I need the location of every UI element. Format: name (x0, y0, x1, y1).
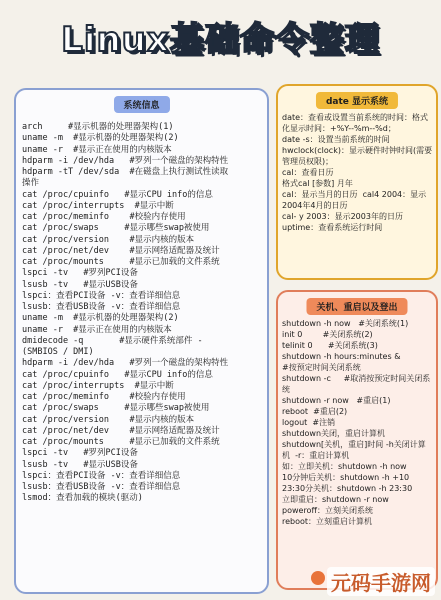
system-info-line: cat /proc/meminfo #校验内存使用 (22, 392, 186, 402)
system-info-line: hdparm -tT /dev/sda #在磁盘上执行测试性读取 (22, 167, 229, 177)
shutdown-info-line: shutdown关闭，重启计算机 (282, 429, 386, 438)
system-info-line: cat /proc/net/dev #显示网络适配器及统计 (22, 425, 220, 436)
system-info-line: cat /proc/mounts #显示已加载的文件系统 (22, 437, 220, 447)
date-info-line: hwclock(clock)：显示硬件时钟时间(需要管理员权限)； (282, 146, 433, 166)
shutdown-info-lines (282, 318, 433, 527)
shutdown-info-line: telinit 0 #关闭系统(3) (282, 341, 378, 350)
shutdown-info-line: shutdown -r now #重启(1) (282, 396, 391, 405)
page-title: Linux基础命令整理 (61, 20, 380, 60)
system-info-line: lsusb：查看USB设备 -v：查看详细信息 (22, 302, 181, 312)
system-info-line: lspci -tv #罗列PCI设备 (22, 268, 138, 279)
date-info-line: 格式cal [参数] 月年 (282, 179, 353, 188)
watermark-logo-icon (311, 571, 325, 585)
date-info-line: cal- y 2003：显示2003年的日历 (282, 212, 403, 221)
shutdown-info-line: 23:30分关机：shutdown -h 23:30 (282, 484, 413, 493)
system-info-line: lspci：查看PCI设备 -v：查看详细信息 (22, 290, 181, 301)
system-info-line: uname -m #显示机器的处理器架构(2) (22, 133, 179, 144)
system-info-line: cat /proc/meminfo #校验内存使用 (22, 212, 186, 222)
shutdown-info-line: reboot #重启(2) (282, 407, 348, 416)
system-info-line: hdparm -i /dev/hda #罗列一个磁盘的架构特性 (22, 155, 229, 166)
date-info-lines (282, 112, 433, 233)
date-info-panel (276, 84, 438, 280)
shutdown-info-line: logout #注销 (282, 418, 336, 427)
system-info-line: lspci -tv #罗列PCI设备 (22, 448, 138, 459)
system-info-line: hdparm -i /dev/hda #罗列一个磁盘的架构特性 (22, 358, 229, 369)
system-info-line: (SMBIOS / DMI) (22, 347, 94, 357)
system-info-line: cat /proc/swaps #显示哪些swap被使用 (22, 223, 210, 234)
system-info-line: lspci：查看PCI设备 -v：查看详细信息 (22, 470, 181, 481)
shutdown-info-line: shutdown -h now #关闭系统(1) (282, 319, 409, 328)
shutdown-info-line: init 0 #关闭系统(2) (282, 330, 373, 339)
system-info-line: cat /proc/interrupts #显示中断 (22, 200, 174, 211)
date-info-line: uptime：查看系统运行时间 (282, 223, 383, 232)
system-info-line: cat /proc/mounts #显示已加载的文件系统 (22, 257, 220, 267)
system-info-panel (14, 88, 269, 594)
shutdown-info-line: poweroff：立刻关闭系统 (282, 506, 373, 515)
shutdown-info-line: 立即重启：shutdown -r now (282, 495, 389, 504)
system-info-line: cat /proc/net/dev #显示网络适配器及统计 (22, 245, 220, 256)
system-info-line: uname -r #显示正在使用的内核版本 (22, 324, 172, 335)
shutdown-info-line: shutdown -c #取消按预定时间关闭系统 (282, 374, 431, 394)
shutdown-info-line: 如：立即关机：shutdown -h now (282, 462, 407, 471)
shutdown-info-line: #按预定时间关闭系统 (282, 363, 361, 372)
system-info-lines (22, 122, 263, 505)
system-info-line: 操作 (22, 178, 40, 189)
shutdown-info-line: reboot：立刻重启计算机 (282, 517, 373, 526)
watermark (327, 567, 435, 596)
shutdown-info-line: shutdown[关机，重启]时间 -h关闭计算机 -r：重启计算机 (282, 440, 426, 460)
system-info-line: dmidecode -q #显示硬件系统部件 - (22, 335, 203, 346)
date-info-line: date：查看或设置当前系统的时间：格式化显示时间：+%Y--%m--%d； (282, 113, 429, 133)
shutdown-info-header: 关机、重启以及登出 (306, 298, 407, 315)
system-info-line: cat /proc/version #显示内核的版本 (22, 414, 195, 425)
system-info-header: 系统信息 (113, 96, 169, 113)
system-info-line: cat /proc/interrupts #显示中断 (22, 380, 174, 391)
date-info-line: cal：显示当月的日历 cal4 2004：显示2004年4月的日历 (282, 190, 427, 210)
shutdown-info-panel (276, 290, 438, 590)
watermark-text: 元码手游网 (331, 571, 431, 595)
system-info-line: lsmod：查看加载的模块(驱动) (22, 493, 143, 504)
date-info-header: date 显示系统 (316, 92, 398, 109)
system-info-line: lsusb -tv #显示USB设备 (22, 279, 138, 290)
date-info-line: cal：查看日历 (282, 168, 334, 177)
system-info-line: uname -m #显示机器的处理器架构(2) (22, 313, 179, 324)
system-info-line: cat /proc/version #显示内核的版本 (22, 234, 195, 245)
system-info-line: arch #显示机器的处理器架构(1) (22, 122, 174, 132)
system-info-line: uname -r #显示正在使用的内核版本 (22, 144, 172, 155)
shutdown-info-line: 10分钟后关机：shutdown -h +10 (282, 473, 410, 482)
system-info-line: lsusb：查看USB设备 -v：查看详细信息 (22, 482, 181, 492)
system-info-line: cat /proc/swaps #显示哪些swap被使用 (22, 403, 210, 414)
system-info-line: cat /proc/cpuinfo #显示CPU info的信息 (22, 369, 213, 380)
shutdown-info-line: shutdown -h hours:minutes & (282, 352, 401, 361)
system-info-line: lsusb -tv #显示USB设备 (22, 459, 138, 470)
system-info-line: cat /proc/cpuinfo #显示CPU info的信息 (22, 189, 213, 200)
date-info-line: date -s：设置当前系统的时间 (282, 135, 390, 144)
